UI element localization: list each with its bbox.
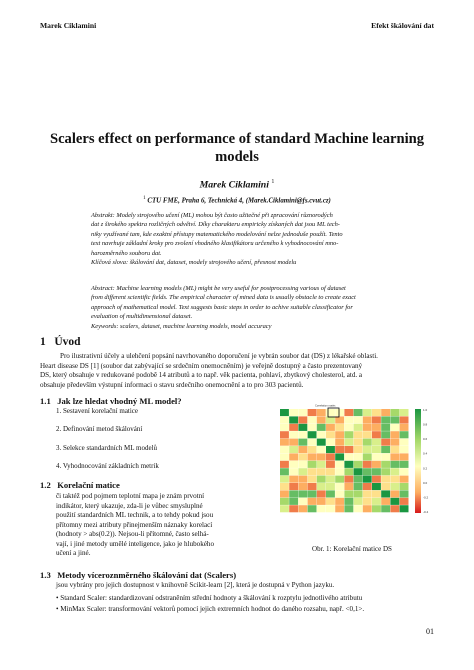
- heatmap-cell: [372, 498, 381, 505]
- heatmap-cell: [400, 505, 409, 512]
- heatmap-cell: [372, 416, 381, 423]
- heatmap-cell: [280, 439, 289, 446]
- abstract-en-line: Abstract: Machine learning models (ML) might be very useful for postprocessing various of dataset: [91, 285, 346, 292]
- heatmap-cell: [372, 505, 381, 512]
- abstract-en: [91, 284, 390, 331]
- heatmap-cell: [354, 439, 363, 446]
- heatmap-cell: [381, 461, 390, 468]
- heatmap-cell: [381, 439, 390, 446]
- bullet-item: [56, 594, 436, 604]
- heatmap-cell: [354, 416, 363, 423]
- heatmap-cell: [335, 446, 344, 453]
- heatmap-cell: [308, 461, 317, 468]
- heatmap-cell: [390, 505, 399, 512]
- heatmap-cell: [326, 439, 335, 446]
- heatmap-cell: [400, 498, 409, 505]
- abstract-en-line: from different scientific fields. The empirical character of mined data is usually obstacle to create exact: [91, 294, 356, 302]
- heatmap-cell: [280, 461, 289, 468]
- heatmap-cell: [298, 409, 307, 416]
- colorbar-tick-label: 0.6: [423, 437, 428, 442]
- heatmap-cell: [354, 431, 363, 438]
- heatmap-cell: [400, 453, 409, 460]
- heatmap-cell: [280, 416, 289, 423]
- abstract-cz-line: niky využívané tam, kde exaktní přístupy matematického modelování nelze jednoduše použít. Tento: [91, 230, 343, 238]
- heatmap-cell: [335, 490, 344, 497]
- heatmap-cell: [335, 483, 344, 490]
- colorbar-tick-label: 0.0: [423, 480, 428, 485]
- heatmap-cell: [354, 461, 363, 468]
- heatmap-cell: [317, 483, 326, 490]
- heatmap-cell: [381, 446, 390, 453]
- heatmap-cell: [400, 490, 409, 497]
- heatmap-cell: [354, 453, 363, 460]
- heatmap-cell: [363, 431, 372, 438]
- heatmap-cell: [372, 439, 381, 446]
- heatmap-cell: [326, 424, 335, 431]
- heatmap-cell: [390, 431, 399, 438]
- heatmap-cell: [363, 476, 372, 483]
- heatmap-cell: [400, 431, 409, 438]
- author-superscript: 1: [271, 179, 275, 185]
- section-1-3-body: [56, 581, 436, 591]
- heatmap-cell: [308, 490, 317, 497]
- paragraph-line: Pro ilustrativní účely a ulehčení popsání navrhovaného doporučení je vybrán soubor dat (DS) z lékařské oblasti.: [60, 352, 378, 360]
- bullet-text: Standard Scaler: standardizovaní odstraněním střední hodnoty a škálování k rozptylu jednotlivého atributu: [60, 594, 363, 602]
- heatmap-cell: [400, 416, 409, 423]
- heatmap-cell: [289, 416, 298, 423]
- heatmap-cell: [308, 468, 317, 475]
- colorbar-ticks: [423, 408, 429, 514]
- heatmap-cell: [317, 416, 326, 423]
- heatmap-cell: [326, 505, 335, 512]
- heatmap-cell: [344, 498, 353, 505]
- heatmap-cell: [317, 476, 326, 483]
- bullet-item: [56, 605, 436, 615]
- heatmap-cell: [326, 468, 335, 475]
- heatmap-cell: [381, 453, 390, 460]
- heatmap-cell: [280, 431, 289, 438]
- section-number: 1.1: [40, 396, 51, 406]
- heatmap-cell: [372, 409, 381, 416]
- heatmap-cell: [308, 498, 317, 505]
- figure-caption: Obr. 1: Korelační matice DS: [312, 545, 392, 553]
- section-1-heading: [40, 336, 81, 348]
- section-title: Metody víceroznměrného škálování dat (Scalers): [57, 570, 237, 580]
- heatmap-cell: [289, 409, 298, 416]
- heatmap-cell: [344, 416, 353, 423]
- paper-title: Scalers effect on performance of standard Machine learning models: [49, 131, 425, 165]
- heatmap-cell: [381, 424, 390, 431]
- heatmap-cell: [335, 431, 344, 438]
- heatmap-cell: [335, 424, 344, 431]
- heatmap-cell: [335, 468, 344, 475]
- abstract-en-line: approach of mathematical model. Text suggests basic steps in order to achive suitable classificator for: [91, 303, 353, 311]
- heatmap-cell: [317, 424, 326, 431]
- heatmap-cell: [381, 416, 390, 423]
- section-title: Korelační matice: [57, 480, 120, 490]
- paragraph-line: vají, i jiné metody umělé inteligence, jako je hlubokého: [56, 539, 214, 548]
- inset-label: Correlation matrix: [315, 404, 336, 408]
- heatmap-cell: [289, 468, 298, 475]
- heatmap-cell: [344, 446, 353, 453]
- author-name: Marek Ciklamini: [199, 179, 269, 191]
- bullet-glyph: •: [56, 594, 61, 602]
- heatmap-cell: [308, 483, 317, 490]
- affiliation-line: [0, 196, 474, 204]
- heatmap-cell: [326, 446, 335, 453]
- abstract-cz-line: harozměrného souboru dat.: [91, 249, 162, 257]
- colorbar-tick-label: 0.4: [423, 451, 428, 456]
- heatmap-cell: [344, 476, 353, 483]
- colorbar-tick-label: -0.4: [423, 510, 429, 514]
- paragraph-line: či taktéž pod pojmem teplotní mapa je znám prvotní: [56, 492, 205, 500]
- heatmap-cell: [326, 416, 335, 423]
- abstract-cz: [91, 211, 390, 267]
- heatmap-cell: [372, 431, 381, 438]
- heatmap-cell: [335, 409, 344, 416]
- heatmap-cell: [344, 431, 353, 438]
- paragraph-line: Heart disease DS [1] (soubor dat zabývající se srdečním onemocněním) je veřejně dostupný a často prezentovaný: [40, 361, 363, 370]
- heatmap-cell: [289, 461, 298, 468]
- heatmap-cell: [289, 476, 298, 483]
- heatmap-cell: [344, 505, 353, 512]
- heatmap-cell: [372, 476, 381, 483]
- heatmap-cell: [298, 446, 307, 453]
- heatmap-cell: [335, 416, 344, 423]
- correlation-matrix-figure: [268, 403, 436, 540]
- paragraph-line: indikátor, který ukazuje, zda-li je vůbec smysluplné: [56, 501, 203, 510]
- colorbar-tick-label: 0.2: [423, 466, 428, 471]
- abstract-cz-line: dat z širokého spektra rozličných odvětví. Díky charakteru empiricky získaných dat jsou ML tech-: [91, 221, 340, 229]
- heatmap-cell: [400, 446, 409, 453]
- heatmap-cell: [372, 483, 381, 490]
- heatmap-cell: [326, 483, 335, 490]
- list-item: 3. Selekce standardních ML modelů: [56, 444, 158, 452]
- heatmap-cell: [280, 468, 289, 475]
- heatmap-cell: [400, 483, 409, 490]
- section-1-3-heading: [40, 570, 236, 580]
- section-title: Úvod: [54, 336, 81, 348]
- heatmap-cell: [344, 439, 353, 446]
- heatmap-cell: [289, 431, 298, 438]
- heatmap-cell: [381, 476, 390, 483]
- heatmap-cell: [317, 431, 326, 438]
- heatmap-cell: [280, 446, 289, 453]
- running-header-right: Efekt škálování dat: [371, 21, 434, 30]
- heatmap-cell: [326, 461, 335, 468]
- bullet-glyph: •: [56, 605, 61, 613]
- heatmap-cell: [280, 476, 289, 483]
- heatmap-cell: [344, 453, 353, 460]
- heatmap-cell: [381, 483, 390, 490]
- heatmap-cell: [298, 498, 307, 505]
- heatmap-cell: [390, 498, 399, 505]
- paragraph-line: použití standardních ML technik, a to tehdy pokud jsou: [56, 511, 214, 519]
- heatmap-cell: [344, 490, 353, 497]
- heatmap-cell: [298, 468, 307, 475]
- heatmap-cell: [335, 461, 344, 468]
- heatmap-cell: [372, 461, 381, 468]
- heatmap-grid: [280, 409, 409, 512]
- heatmap-cell: [363, 416, 372, 423]
- heatmap-cell: [298, 490, 307, 497]
- list-item: 1. Sestavení korelační matice: [56, 407, 139, 415]
- heatmap-cell: [354, 476, 363, 483]
- colorbar: [415, 409, 421, 513]
- heatmap-cell: [390, 490, 399, 497]
- heatmap-cell: [335, 439, 344, 446]
- list-item: 4. Vyhodnocování základních metrik: [56, 462, 159, 470]
- heatmap-cell: [354, 490, 363, 497]
- heatmap-cell: [317, 490, 326, 497]
- heatmap-cell: [298, 476, 307, 483]
- heatmap-cell: [381, 498, 390, 505]
- heatmap-cell: [308, 416, 317, 423]
- paragraph-line: obsahuje především výstupní informaci o stavu srdečního onemocnění a to pro 303 pacientů.: [40, 380, 304, 389]
- heatmap-cell: [381, 409, 390, 416]
- heatmap-cell: [335, 505, 344, 512]
- heatmap-cell: [344, 468, 353, 475]
- heatmap-cell: [308, 446, 317, 453]
- heatmap-cell: [298, 483, 307, 490]
- heatmap-cell: [317, 461, 326, 468]
- heatmap-cell: [354, 409, 363, 416]
- section-title: Jak lze hledat vhodný ML model?: [57, 396, 182, 406]
- heatmap-cell: [400, 439, 409, 446]
- paragraph-line: jsou vybrány pro jejich dostupnost v knihovně Scikit-learn [2], která je dostupná v Python jazyku.: [56, 581, 335, 589]
- heatmap-cell: [381, 490, 390, 497]
- abstract-cz-line: Abstrakt: Modely strojového učení (ML) mohou být často užitečné při zpracování různorodých: [91, 212, 333, 219]
- heatmap-cell: [280, 409, 289, 416]
- running-header-left: Marek Ciklamini: [40, 21, 97, 30]
- heatmap-cell: [363, 461, 372, 468]
- colorbar-tick-label: -0.2: [423, 495, 429, 500]
- heatmap-cell: [335, 476, 344, 483]
- heatmap-cell: [317, 446, 326, 453]
- heatmap-cell: [317, 468, 326, 475]
- paragraph-line: přítomny mezi atributy přinejmenším náznaky korelací: [56, 520, 213, 529]
- heatmap-cell: [390, 483, 399, 490]
- heatmap-cell: [363, 498, 372, 505]
- section-1-body: [40, 352, 434, 390]
- heatmap-cell: [298, 439, 307, 446]
- heatmap-cell: [372, 446, 381, 453]
- heatmap-cell: [363, 483, 372, 490]
- section-1-2-heading: [40, 480, 120, 490]
- list-item: 2. Definování metod škálování: [56, 425, 143, 433]
- heatmap-cell: [280, 424, 289, 431]
- heatmap-cell: [298, 461, 307, 468]
- heatmap-cell: [289, 439, 298, 446]
- heatmap-cell: [363, 424, 372, 431]
- heatmap-cell: [363, 446, 372, 453]
- colorbar-tick-label: 0.8: [423, 422, 428, 427]
- heatmap-cell: [308, 439, 317, 446]
- heatmap-cell: [381, 431, 390, 438]
- heatmap-cell: [317, 439, 326, 446]
- heatmap-cell: [335, 453, 344, 460]
- heatmap-cell: [390, 476, 399, 483]
- heatmap-cell: [372, 453, 381, 460]
- heatmap-cell: [289, 490, 298, 497]
- heatmap-cell: [335, 498, 344, 505]
- heatmap-cell: [400, 476, 409, 483]
- heatmap-cell: [372, 490, 381, 497]
- paragraph-line: učení a jiné.: [56, 549, 91, 557]
- heatmap-cell: [317, 409, 326, 416]
- heatmap-cell: [354, 424, 363, 431]
- heatmap-cell: [354, 498, 363, 505]
- heatmap-cell: [363, 505, 372, 512]
- heatmap-cell: [344, 409, 353, 416]
- colorbar-tick-label: 1.0: [423, 408, 428, 412]
- heatmap-cell: [326, 453, 335, 460]
- heatmap-cell: [280, 505, 289, 512]
- heatmap-cell: [289, 453, 298, 460]
- heatmap-cell: [354, 505, 363, 512]
- heatmap-cell: [372, 424, 381, 431]
- heatmap-cell: [363, 468, 372, 475]
- heatmap-cell: [298, 416, 307, 423]
- heatmap-cell: [363, 439, 372, 446]
- heatmap-cell: [400, 461, 409, 468]
- heatmap-cell: [289, 483, 298, 490]
- affiliation: CTU FME, Praha 6, Technická 4, (Marek.Ciklamini@fs.cvut.cz): [147, 197, 331, 205]
- heatmap-cell: [298, 505, 307, 512]
- heatmap-cell: [298, 424, 307, 431]
- heatmap-cell: [363, 453, 372, 460]
- section-1-1-heading: [40, 396, 182, 406]
- heatmap-cell: [390, 446, 399, 453]
- heatmap-cell: [280, 483, 289, 490]
- heatmap-cell: [280, 490, 289, 497]
- heatmap-cell: [400, 409, 409, 416]
- section-number: 1.2: [40, 480, 51, 490]
- section-number: 1: [40, 336, 46, 348]
- keywords-cz: Klíčová slova: škálování dat, dataset, modely strojového učení, přesnost modelu: [91, 259, 297, 267]
- heatmap-cell: [326, 476, 335, 483]
- heatmap-cell: [390, 409, 399, 416]
- heatmap-cell: [400, 468, 409, 475]
- paragraph-line: DS, který obsahuje v redukované podobě 14 atributů a to např. věk pacienta, pohlaví, zbytkový cholesterol, atd. a: [40, 371, 363, 379]
- heatmap-cell: [289, 498, 298, 505]
- heatmap-cell: [390, 416, 399, 423]
- heatmap-cell: [344, 483, 353, 490]
- heatmap-cell: [354, 468, 363, 475]
- page-number: 01: [426, 627, 434, 636]
- bullet-text: MinMax Scaler: transformování vektorů pomocí jejich extremních hodnot do daného rozsahu, např. <0,1>.: [60, 605, 365, 613]
- heatmap-cell: [289, 424, 298, 431]
- heatmap-cell: [400, 424, 409, 431]
- heatmap-cell: [298, 431, 307, 438]
- abstract-cz-line: text navrhuje základní kroky pro zvolení vhodného klasifikátoru určeného k vyhodnocování mno-: [91, 240, 339, 248]
- heatmap-cell: [390, 461, 399, 468]
- heatmap-cell: [354, 446, 363, 453]
- heatmap-cell: [390, 424, 399, 431]
- heatmap-cell: [289, 505, 298, 512]
- heatmap-cell: [308, 409, 317, 416]
- abstract-en-line: evaluation of multidimensional dataset.: [91, 313, 193, 321]
- heatmap-cell: [308, 424, 317, 431]
- heatmap-cell: [326, 409, 335, 416]
- heatmap-cell: [289, 446, 298, 453]
- heatmap-cell: [326, 498, 335, 505]
- heatmap-cell: [280, 453, 289, 460]
- heatmap-cell: [354, 483, 363, 490]
- heatmap-cell: [317, 505, 326, 512]
- heatmap-cell: [298, 453, 307, 460]
- heatmap-cell: [390, 439, 399, 446]
- heatmap-cell: [381, 505, 390, 512]
- heatmap-cell: [344, 424, 353, 431]
- keywords-en: Keywords: scalers, dataset, machine learning models, model accuracy: [91, 322, 272, 330]
- heatmap-cell: [317, 498, 326, 505]
- heatmap-cell: [280, 498, 289, 505]
- heatmap-cell: [308, 476, 317, 483]
- heatmap-cell: [363, 409, 372, 416]
- heatmap-cell: [308, 431, 317, 438]
- paragraph-line: (hodnoty > abs(0.2)). Nejsou-li přítomné, často selhá-: [56, 530, 209, 538]
- section-1-2-body: [56, 492, 258, 559]
- heatmap-cell: [317, 453, 326, 460]
- heatmap-cell: [363, 490, 372, 497]
- heatmap-cell: [390, 453, 399, 460]
- heatmap-cell: [344, 461, 353, 468]
- section-number: 1.3: [40, 570, 51, 580]
- heatmap-cell: [326, 490, 335, 497]
- heatmap-cell: [326, 431, 335, 438]
- heatmap-cell: [308, 453, 317, 460]
- heatmap-cell: [390, 468, 399, 475]
- heatmap-cell: [372, 468, 381, 475]
- heatmap-cell: [308, 505, 317, 512]
- affiliation-superscript: 1: [143, 196, 146, 201]
- author-line: [0, 179, 474, 190]
- heatmap-cell: [381, 468, 390, 475]
